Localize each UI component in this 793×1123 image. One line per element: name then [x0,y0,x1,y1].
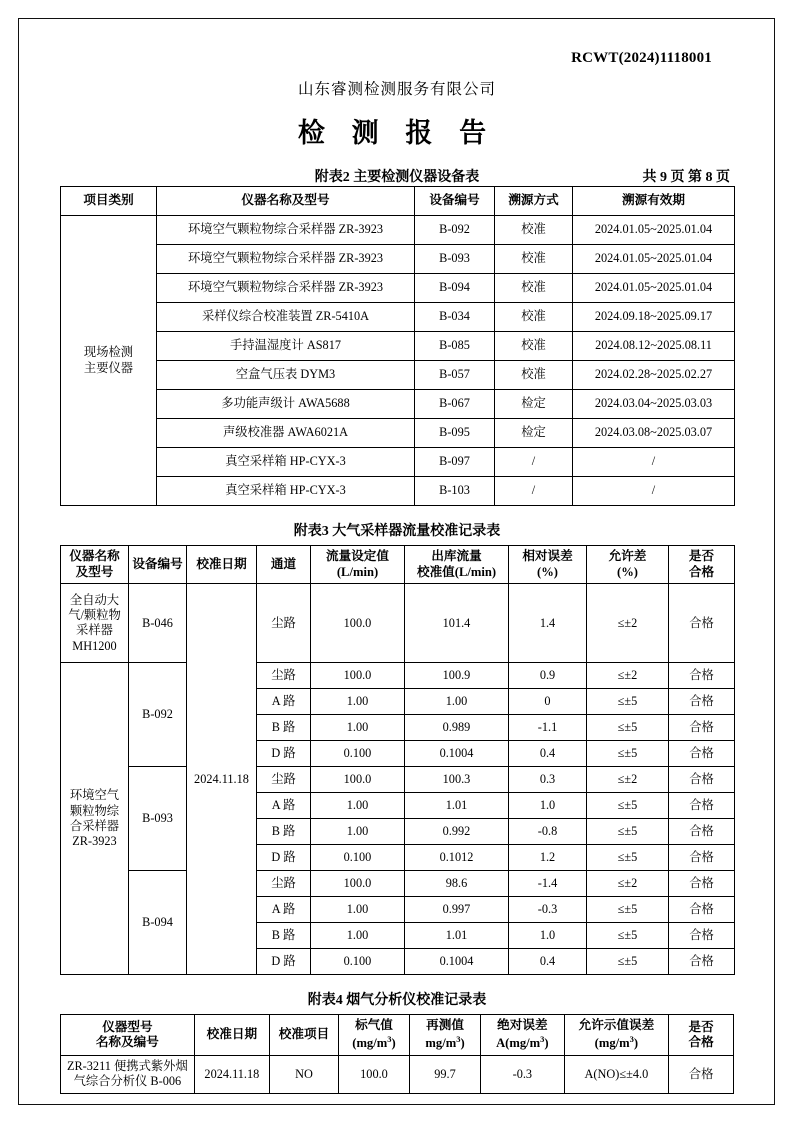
cell-tolerance: ≤±5 [587,845,669,871]
col-header-pass [669,546,735,584]
col-header-calib-date: 校准日期 [187,546,257,584]
col-header-calib-item: 校准项目 [269,1015,338,1056]
header-line-2: $(mg/m^3)$ [352,1034,396,1051]
cell-channel: A 路 [257,689,311,715]
col-header-abs-error [481,1015,565,1056]
cell-calib-flow: 100.9 [405,663,509,689]
cell-pass: 合格 [669,845,735,871]
cell-trace-validity: 2024.01.05~2025.01.04 [573,245,735,274]
table-row [61,390,735,419]
cell-set-flow: 100.0 [311,584,405,663]
cell-tolerance: ≤±5 [587,897,669,923]
cell-device-no: B-097 [415,448,495,477]
table-row [61,871,735,897]
cell-pass: 合格 [669,715,735,741]
cell-tolerance: ≤±2 [587,871,669,897]
col-header-measured-value [410,1015,481,1056]
cell-calib-flow: 1.01 [405,923,509,949]
cell-instrument: 环境空气颗粒物综合采样器 ZR-3923 [157,245,415,274]
cell-set-flow: 1.00 [311,923,405,949]
header-line-2: (L/min) [336,564,379,579]
cell-pass: 合格 [669,871,735,897]
cell-tolerance: ≤±2 [587,584,669,663]
cell-rel-error: -0.8 [509,819,587,845]
cell-trace-validity: / [573,448,735,477]
instrument-line-3: 合采样器 [69,818,120,833]
appendix2-caption: 附表2 主要检测仪器设备表 [314,170,480,185]
cell-device-no: B-094 [129,871,187,975]
cell-pass: 合格 [669,741,735,767]
cell-rel-error: 1.2 [509,845,587,871]
header-line-1: 仪器型号 [102,1019,153,1034]
col-header-instrument-model [61,1015,195,1056]
header-line-2: $A(mg/m^3)$ [496,1034,549,1051]
table-row [61,584,735,663]
cell-trace-method: 校准 [495,361,573,390]
header-line-2: (%) [537,564,558,579]
header-line-2: 合格 [688,1035,714,1050]
cell-pass: 合格 [669,923,735,949]
cell-device-no: B-095 [415,419,495,448]
page-title: 检 测 报 告 [297,118,497,148]
table-row [61,546,735,584]
cell-device-no: B-085 [415,332,495,361]
cell-set-flow: 100.0 [311,767,405,793]
col-header-rel-error [509,546,587,584]
header-line-2: 及型号 [75,564,114,579]
cell-calib-item: NO [269,1056,338,1094]
cell-tolerance: ≤±5 [587,793,669,819]
cell-calib-flow: 98.6 [405,871,509,897]
cell-rel-error: 1.0 [509,923,587,949]
table-instruments [60,186,735,506]
cell-calib-flow: 0.997 [405,897,509,923]
cell-standard-value: 100.0 [338,1056,409,1094]
cell-channel: 尘路 [257,663,311,689]
cell-trace-validity: 2024.01.05~2025.01.04 [573,216,735,245]
cell-trace-validity: 2024.08.12~2025.08.11 [573,332,735,361]
cell-pass: 合格 [669,584,735,663]
cell-calib-date: 2024.11.18 [194,1056,269,1094]
col-header-device-no: 设备编号 [415,187,495,216]
table-row [61,1056,734,1094]
cell-set-flow: 0.100 [311,741,405,767]
col-header-trace-method: 溯源方式 [495,187,573,216]
cell-trace-validity: / [573,477,735,506]
cell-abs-error: -0.3 [481,1056,565,1094]
cell-calib-flow: 0.1004 [405,741,509,767]
instrument-line-3: 采样器 [76,623,113,638]
cell-rel-error: -1.4 [509,871,587,897]
cell-calib-flow: 0.989 [405,715,509,741]
cell-rel-error: -0.3 [509,897,587,923]
col-header-trace-validity: 溯源有效期 [573,187,735,216]
col-header-set-flow [311,546,405,584]
cell-pass: 合格 [669,793,735,819]
table-row [61,477,735,506]
col-header-calib-date: 校准日期 [194,1015,269,1056]
cell-instrument: 手持温湿度计 AS817 [157,332,415,361]
header-line-1: 相对误差 [522,549,573,563]
cell-trace-method: 校准 [495,245,573,274]
cell-trace-method: 校准 [495,274,573,303]
col-header-pass [669,1015,734,1056]
cell-channel: B 路 [257,819,311,845]
instrument-line-4: ZR-3923 [72,834,117,849]
cell-device-no: B-103 [415,477,495,506]
cell-device-no: B-067 [415,390,495,419]
cell-tolerance: ≤±5 [587,741,669,767]
cell-trace-validity: 2024.01.05~2025.01.04 [573,274,735,303]
cell-instrument: 环境空气颗粒物综合采样器 ZR-3923 [157,274,415,303]
company-name: 山东睿测检测服务有限公司 [297,81,496,98]
cell-trace-method: 校准 [495,216,573,245]
cell-rel-error: 0 [509,689,587,715]
table-row [61,187,735,216]
cell-channel: D 路 [257,845,311,871]
col-header-instrument: 仪器名称及型号 [157,187,415,216]
cell-tolerance: ≤±2 [587,663,669,689]
table-row [61,245,735,274]
cell-trace-validity: 2024.03.08~2025.03.07 [573,419,735,448]
cell-calib-flow: 101.4 [405,584,509,663]
cell-device-no: B-046 [129,584,187,663]
document-code: RCWT(2024)1118001 [571,50,712,66]
table-row [61,274,735,303]
cell-instrument [61,1056,195,1094]
cell-channel: B 路 [257,715,311,741]
cell-channel: 尘路 [257,584,311,663]
table-row [61,1015,734,1056]
cell-trace-validity: 2024.02.28~2025.02.27 [573,361,735,390]
cell-set-flow: 100.0 [311,663,405,689]
instrument-line-4: MH1200 [72,638,117,653]
header-line-2: (%) [617,564,638,579]
cell-instrument: 真空采样箱 HP-CYX-3 [157,448,415,477]
instrument-line-2: 气/颗粒物 [68,608,121,623]
header-line-1: 允许示值误差 [578,1018,655,1033]
cell-instrument-mh1200 [61,584,129,663]
header-line-2: 合格 [688,564,715,579]
col-header-allowed-error [564,1015,669,1056]
cell-pass: 合格 [669,949,735,975]
cell-pass: 合格 [669,897,735,923]
cell-tolerance: ≤±5 [587,715,669,741]
col-header-category: 项目类别 [61,187,157,216]
cell-calib-flow: 1.01 [405,793,509,819]
cell-trace-method: / [495,448,573,477]
table-gas-analyzer-calibration [60,1014,734,1093]
cell-rel-error: 0.3 [509,767,587,793]
header-line-2: 名称及编号 [95,1035,159,1050]
cell-trace-validity: 2024.03.04~2025.03.03 [573,390,735,419]
cell-allowed-error: A(NO)≤±4.0 [564,1056,669,1094]
cell-calib-flow: 0.1004 [405,949,509,975]
cell-trace-method: 检定 [495,419,573,448]
header-line-1: 绝对误差 [497,1018,548,1033]
cell-device-no: B-092 [415,216,495,245]
cell-tolerance: ≤±5 [587,819,669,845]
table-flow-calibration [60,545,735,975]
cell-tolerance: ≤±5 [587,689,669,715]
cell-measured-value: 99.7 [410,1056,481,1094]
cell-pass: 合格 [669,1056,734,1094]
header-line-2: 校准值(L/min) [416,564,497,579]
cell-trace-method: 校准 [495,303,573,332]
header-line-1: 出库流量 [431,549,482,563]
cell-device-no: B-093 [129,767,187,871]
cell-device-no: B-093 [415,245,495,274]
cell-instrument: 多功能声级计 AWA5688 [157,390,415,419]
table-row [61,419,735,448]
cell-rel-error: 0.9 [509,663,587,689]
cell-set-flow: 0.100 [311,949,405,975]
header-line-2: $mg/m^3$) [425,1034,465,1051]
appendix3-caption: 附表3 大气采样器流量校准记录表 [293,524,501,539]
cell-set-flow: 100.0 [311,871,405,897]
cell-calib-flow: 1.00 [405,689,509,715]
cell-channel: D 路 [257,741,311,767]
table-row [61,332,735,361]
header-line-2: $(mg/m^3)$ [594,1034,639,1051]
table-row [61,767,735,793]
cell-set-flow: 1.00 [311,897,405,923]
cell-calib-flow: 0.1012 [405,845,509,871]
cell-channel: 尘路 [257,767,311,793]
cell-trace-validity: 2024.09.18~2025.09.17 [573,303,735,332]
header-line-1: 是否 [688,549,715,563]
cell-device-no: B-034 [415,303,495,332]
cell-tolerance: ≤±5 [587,949,669,975]
header-line-1: 仪器名称 [69,549,120,563]
cell-device-no: B-092 [129,663,187,767]
cell-set-flow: 1.00 [311,715,405,741]
cell-set-flow: 1.00 [311,689,405,715]
cell-pass: 合格 [669,819,735,845]
cell-rel-error: 0.4 [509,949,587,975]
instrument-line-2: 颗粒物综 [69,803,120,818]
cell-instrument: 真空采样箱 HP-CYX-3 [157,477,415,506]
cell-instrument: 声级校准器 AWA6021A [157,419,415,448]
cell-rel-error: 1.4 [509,584,587,663]
cell-set-flow: 1.00 [311,819,405,845]
cell-trace-method: 检定 [495,390,573,419]
page-content [60,40,734,1094]
page-info: 共 9 页 第 8 页 [642,170,730,185]
instrument-line-1: ZR-3211 便携式紫外烟 [66,1059,188,1074]
category-line-2: 主要仪器 [83,360,134,375]
cell-instrument: 空盒气压表 DYM3 [157,361,415,390]
cell-category [61,216,157,506]
cell-pass: 合格 [669,663,735,689]
instrument-line-1: 环境空气 [69,788,120,803]
table-row [61,216,735,245]
cell-tolerance: ≤±5 [587,923,669,949]
col-header-calib-flow [405,546,509,584]
cell-calib-flow: 0.992 [405,819,509,845]
table-row [61,663,735,689]
cell-set-flow: 0.100 [311,845,405,871]
cell-channel: D 路 [257,949,311,975]
cell-set-flow: 1.00 [311,793,405,819]
header-line-1: 再测值 [426,1018,464,1033]
appendix2-header-row [60,166,734,186]
table-row [61,303,735,332]
cell-pass: 合格 [669,689,735,715]
cell-channel: A 路 [257,793,311,819]
col-header-instrument-name [61,546,129,584]
cell-instrument: 采样仪综合校准装置 ZR-5410A [157,303,415,332]
cell-trace-method: 校准 [495,332,573,361]
cell-instrument: 环境空气颗粒物综合采样器 ZR-3923 [157,216,415,245]
header-line-1: 允许差 [608,549,647,563]
col-header-channel: 通道 [257,546,311,584]
col-header-standard-value [338,1015,409,1056]
instrument-line-1: 全自动大 [69,592,120,607]
instrument-line-2: 气综合分析仪 B-006 [73,1074,182,1089]
cell-tolerance: ≤±2 [587,767,669,793]
cell-rel-error: 1.0 [509,793,587,819]
appendix4-caption: 附表4 烟气分析仪校准记录表 [307,993,487,1009]
cell-channel: B 路 [257,923,311,949]
cell-device-no: B-057 [415,361,495,390]
col-header-tolerance [587,546,669,584]
cell-trace-method: / [495,477,573,506]
cell-rel-error: 0.4 [509,741,587,767]
cell-instrument-zr3923 [61,663,129,975]
header-line-1: 是否 [688,1019,714,1034]
header-line-1: 标气值 [355,1018,393,1033]
col-header-device-no: 设备编号 [129,546,187,584]
table-row [61,448,735,477]
category-line-1: 现场检测 [83,345,134,360]
cell-channel: 尘路 [257,871,311,897]
cell-device-no: B-094 [415,274,495,303]
header-line-1: 流量设定值 [326,549,389,563]
cell-channel: A 路 [257,897,311,923]
cell-pass: 合格 [669,767,735,793]
table-row [61,361,735,390]
cell-rel-error: -1.1 [509,715,587,741]
cell-calib-date: 2024.11.18 [187,584,257,975]
cell-calib-flow: 100.3 [405,767,509,793]
